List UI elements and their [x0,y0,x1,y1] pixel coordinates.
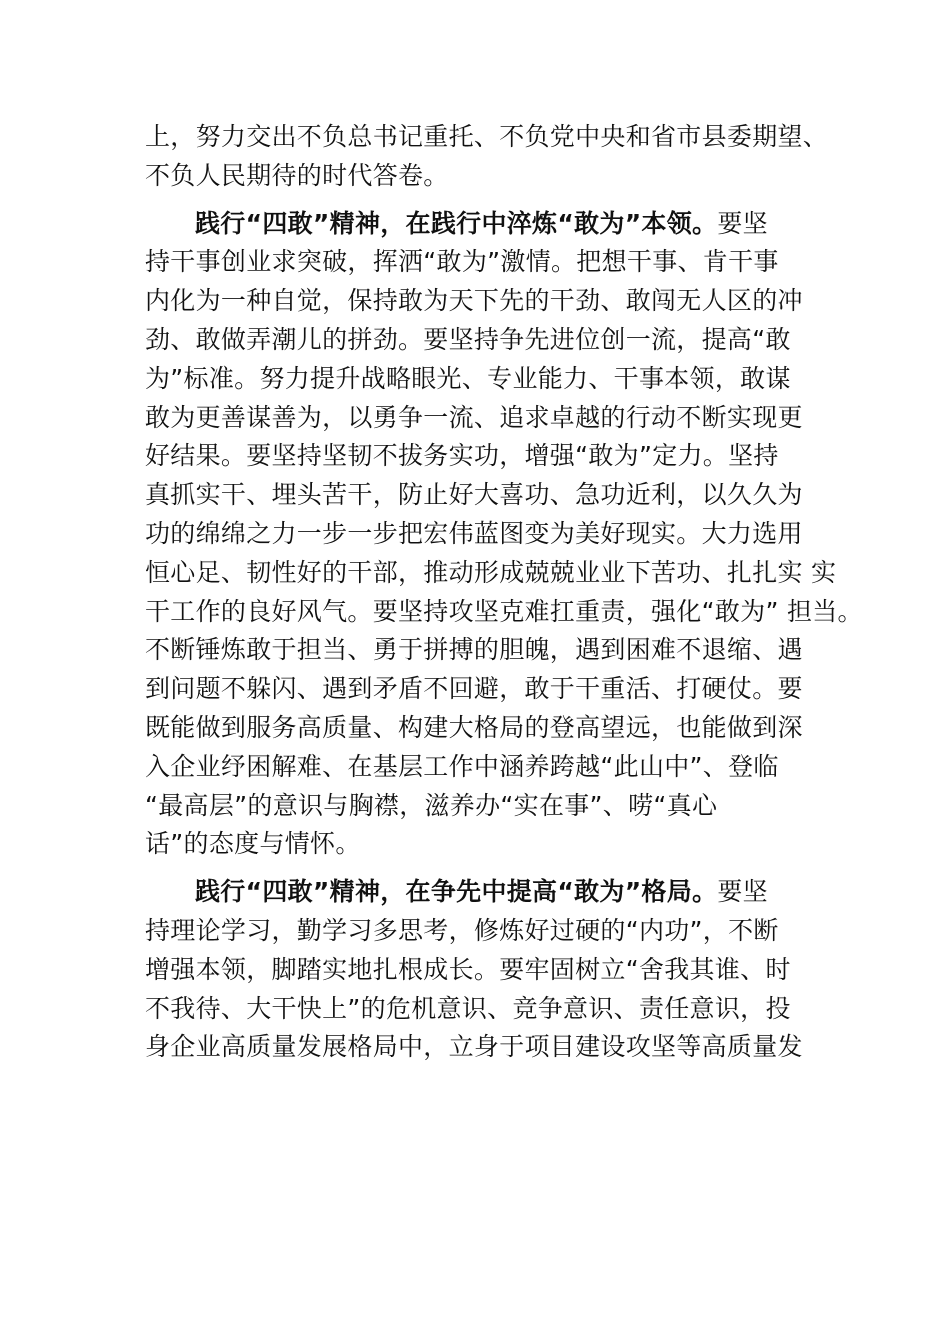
text-line: 入企业纾困解难、在基层工作中涵养跨越“此山中”、登临 [145,751,779,781]
text-line: 到问题不躲闪、遇到矛盾不回避，敢于干重活、打硬仗。要 [145,674,803,704]
text-line: 好结果。要坚持坚韧不拔务实功，增强“敢为”定力。坚持 [145,441,779,471]
paragraph-heading: 践行“四敢”精神，在践行中淬炼“敢为”本领。 [195,208,718,238]
text-line: 真抓实干、埋头苦干，防止好大喜功、急功近利，以久久为 [145,480,803,510]
text-line: 身企业高质量发展格局中，立身于项目建设攻坚等高质量发 [145,1032,803,1062]
text-line: 持干事创业求突破，挥洒“敢为”激情。把想干事、肯干事 [145,247,779,277]
text-line: 话”的态度与情怀。 [145,829,361,859]
text-line: 为”标准。努力提升战略眼光、专业能力、干事本领，敢谋 [145,363,791,393]
text-line: 上，努力交出不负总书记重托、不负党中央和省市县委期望、 [145,122,829,151]
paragraph-heading-line [145,205,825,244]
text-line: 既能做到服务高质量、构建大格局的登高望远，也能做到深 [145,712,803,742]
text-line: 敢为更善谋善为，以勇争一流、追求卓越的行动不断实现更 [145,402,803,432]
paragraph-heading: 践行“四敢”精神，在争先中提高“敢为”格局。 [195,877,718,907]
text-line: 劲、敢做弄潮儿的拼劲。要坚持争先进位创一流，提高“敢 [145,324,791,354]
paragraph-heading-line [145,873,825,912]
text-line: 内化为一种自觉，保持敢为天下先的干劲、敢闯无人区的冲 [145,286,803,316]
text-line: 恒心足、韧性好的干部，推动形成兢兢业业下苦功、扎扎实 实 [145,557,837,587]
text-line: 不负人民期待的时代答卷。 [145,160,449,190]
text-line: 不断锤炼敢于担当、勇于拼搏的胆魄，遇到困难不退缩、遇 [145,635,803,665]
text-line: 干工作的良好风气。要坚持攻坚克难扛重责，强化“敢为” 担当。 [145,596,863,626]
text-line: 不我待、大干快上”的危机意识、竞争意识、责任意识，投 [145,993,791,1023]
text-run: 要坚 [717,877,768,907]
document-body [145,118,863,1067]
text-run: 要坚 [717,208,768,238]
text-line: 增强本领，脚踏实地扎根成长。要牢固树立“舍我其谁、时 [145,954,791,984]
text-line: 功的绵绵之力一步一步把宏伟蓝图变为美好现实。大力选用 [145,518,803,548]
text-line: “最高层”的意识与胸襟，滋养办“实在事”、唠“真心 [145,790,718,820]
text-line: 持理论学习，勤学习多思考，修炼好过硬的“内功”，不断 [145,915,779,945]
